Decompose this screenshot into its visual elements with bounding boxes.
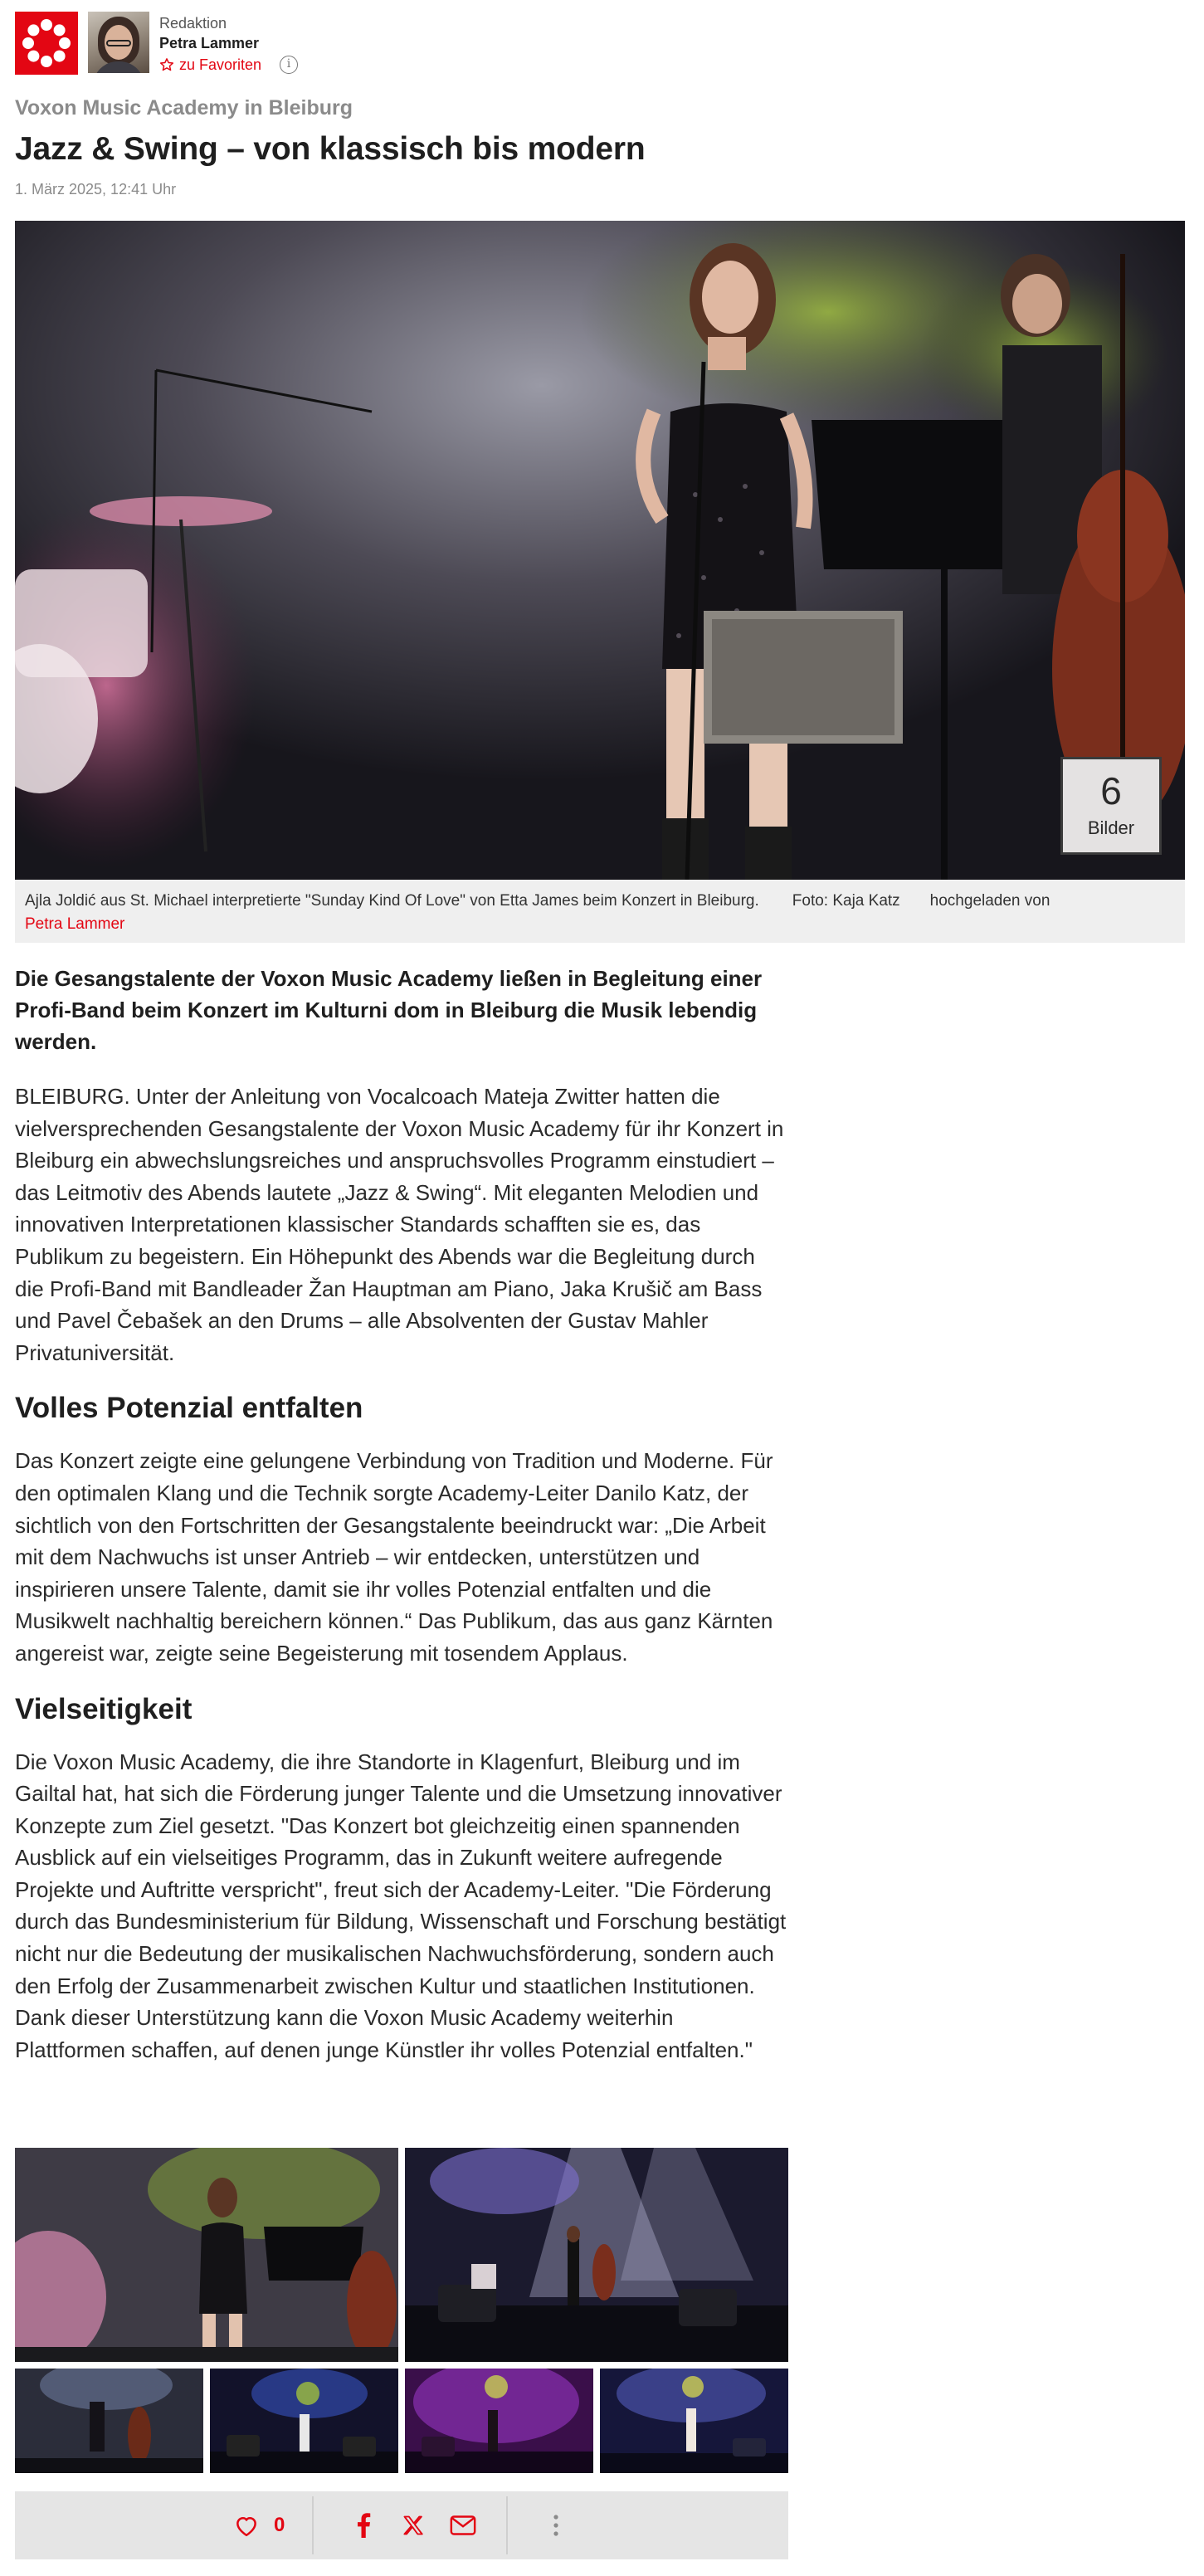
- gallery-image[interactable]: [405, 2369, 593, 2473]
- action-divider: [312, 2496, 314, 2554]
- article-kicker: Voxon Music Academy in Bleiburg: [15, 96, 353, 120]
- more-options-button[interactable]: [553, 2491, 559, 2559]
- gallery-image[interactable]: [600, 2369, 788, 2473]
- action-divider: [506, 2496, 508, 2554]
- uploaded-by-label: hochgeladen von: [929, 892, 1050, 910]
- article-lead: Die Gesangstalente der Voxon Music Academy ließen in Begleitung einer Profi-Band beim Konzert im Kulturni dom in Bleiburg die Musik lebendig werden.: [15, 966, 763, 1054]
- image-count-badge[interactable]: [1060, 757, 1162, 855]
- gallery-image[interactable]: [210, 2369, 398, 2473]
- facebook-icon: [355, 2513, 372, 2538]
- paragraph: Das Konzert zeigte eine gelungene Verbindung von Tradition und Moderne. Für den optimalen Klang und die Technik sorgte Academy-Leiter Danilo Katz, der sichtlich von den Fortschritten der Gesangstalente beeindruckt war: „Die Arbeit mit dem Nachwuchs ist unser Antrieb – wir entdecken, unterstützen und inspirieren unsere Talente, damit sie ihr volles Potenzial entfalten und die Musikwelt nachhaltig bereichern können.“ Das Publikum, das aus ganz Kärnten angereist war, zeigte seine Begeisterung mit tosendem Applaus.: [15, 1448, 773, 1666]
- mail-icon: [450, 2515, 476, 2536]
- favorite-label: zu Favoriten: [179, 56, 262, 73]
- logo-icon[interactable]: [15, 12, 78, 75]
- gallery-image[interactable]: [15, 2369, 203, 2473]
- star-icon: [159, 57, 174, 72]
- facebook-share-button[interactable]: [355, 2491, 372, 2559]
- image-caption: [15, 880, 1185, 943]
- likes-count: 0: [274, 2514, 285, 2536]
- image-count-label: Bilder: [1087, 817, 1135, 838]
- photo-credit: Foto: Kaja Katz: [792, 892, 900, 910]
- article-body: [15, 963, 787, 2066]
- paragraph: Die Voxon Music Academy, die ihre Standorte in Klagenfurt, Bleiburg und im Gailtal hat, hat sich die Förderung junger Talente und die Umsetzung innovativer Konzepte zum Ziel gesetzt. "Das Konzert bot gleichzeitig einen spannenden Ausblick auf ein vielseitiges Programm, das in Zukunft weitere aufregende Projekte und Auftritte verspricht", freut sich der Academy-Leiter. "Die Förderung durch das Bundesministerium für Bildung, Wissenschaft und Forschung bestätigt nicht nur die Bedeutung der musikalischen Nachwuchsförderung, sondern auch den Erfolg der Zusammenarbeit zwischen Kultur und staatlichen Institutionen. Dank dieser Unterstützung kann die Voxon Music Academy weiterhin Plattformen schaffen, auf denen junge Künstler ihr volles Potenzial entfalten.": [15, 1749, 787, 2062]
- favorite-button[interactable]: [159, 55, 261, 75]
- more-vertical-icon: [553, 2514, 559, 2537]
- action-bar: [15, 2491, 788, 2559]
- author-meta: [159, 12, 298, 75]
- x-icon: [402, 2514, 425, 2537]
- caption-text: Ajla Joldić aus St. Michael interpretierte "Sunday Kind Of Love" von Etta James beim Konzert in Bleiburg.: [25, 892, 759, 910]
- author-name[interactable]: Petra Lammer: [159, 35, 260, 51]
- image-gallery: [15, 2148, 788, 2473]
- page-title: Jazz & Swing – von klassisch bis modern: [15, 131, 646, 167]
- x-share-button[interactable]: [402, 2491, 425, 2559]
- mail-share-button[interactable]: [450, 2491, 476, 2559]
- avatar[interactable]: [88, 12, 149, 73]
- author-header: [15, 12, 446, 76]
- gallery-image[interactable]: [15, 2148, 398, 2362]
- article-date: 1. März 2025, 12:41 Uhr: [15, 181, 177, 198]
- uploader-link[interactable]: Petra Lammer: [25, 915, 125, 933]
- like-button[interactable]: [234, 2491, 285, 2559]
- section-heading: Vielseitigkeit: [15, 1692, 193, 1725]
- hero-image[interactable]: [15, 221, 1185, 880]
- section-heading: Volles Potenzial entfalten: [15, 1392, 363, 1425]
- gallery-image[interactable]: [405, 2148, 788, 2362]
- paragraph: BLEIBURG. Unter der Anleitung von Vocalcoach Mateja Zwitter hatten die vielversprechenden Gesangstalente der Voxon Music Academy für ihr Konzert in Bleiburg ein abwechslungsreiches und anspruchsvolles Programm einstudiert – das Leitmotiv des Abends lautete „Jazz & Swing“. Mit eleganten Melodien und innovativen Interpretationen klassischer Standards schafften sie es, das Publikum zu begeistern. Ein Höhepunkt des Abends war die Begleitung durch die Profi-Band mit Bandleader Žan Hauptman am Piano, Jaka Krušič am Bass und Pavel Čebašek an den Drums – alle Absolventen der Gustav Mahler Privatuniversität.: [15, 1084, 784, 1365]
- heart-icon: [234, 2514, 259, 2537]
- author-role: Redaktion: [159, 15, 227, 32]
- info-icon[interactable]: i: [280, 56, 298, 74]
- image-count: 6: [1100, 769, 1122, 812]
